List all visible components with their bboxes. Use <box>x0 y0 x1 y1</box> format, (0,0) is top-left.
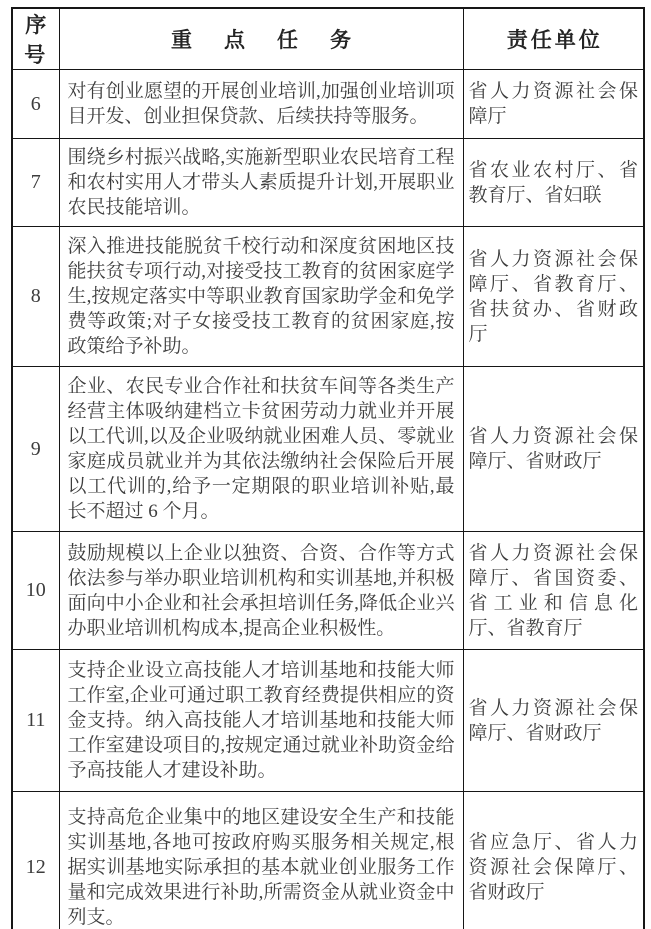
row-number: 7 <box>12 139 59 227</box>
table-row <box>12 367 644 532</box>
col-header-responsible-unit: 责任单位 <box>463 8 644 70</box>
row-number: 8 <box>12 227 59 367</box>
row-number: 11 <box>12 650 59 792</box>
unit-text: 省农业农村厅、省教育厅、省妇联 <box>468 159 638 206</box>
row-number: 10 <box>12 532 59 650</box>
table-row <box>12 139 644 227</box>
unit-text: 省人力资源社会保障厅、省财政厅 <box>468 426 638 472</box>
task-text: 深入推进技能脱贫千校行动和深度贫困地区技能扶贫专项行动,对接受技工教育的贫困家庭学生,按规定落实中等职业教育国家助学金和免学费等政策;对子女接受技工教育的贫困家庭,按政策给予补助。 <box>67 236 455 357</box>
unit-text: 省应急厅、省人力资源社会保障厅、省财政厅 <box>468 832 638 904</box>
task-text: 围绕乡村振兴战略,实施新型职业农民培育工程和农村实用人才带头人素质提升计划,开展职业农民技能培训。 <box>67 147 455 218</box>
unit-text: 省人力资源社会保障厅、省国资委、省工业和信息化厅、省教育厅 <box>468 542 638 639</box>
unit-text: 省人力资源社会保障厅、省财政厅 <box>468 697 638 744</box>
task-text: 支持高危企业集中的地区建设安全生产和技能实训基地,各地可按政府购买服务相关规定,根据实训基地实际承担的基本就业创业服务工作量和完成效果进行补助,所需资金从就业资金中列支。 <box>67 807 455 929</box>
task-text: 支持企业设立高技能人才培训基地和技能大师工作室,企业可通过职工教育经费提供相应的资金支持。纳入高技能人才培训基地和技能大师工作室建设项目的,按规定通过就业补助资金给予高技能人才建设补助。 <box>67 660 455 781</box>
row-number: 9 <box>12 367 59 532</box>
task-text: 企业、农民专业合作社和扶贫车间等各类生产经营主体吸纳建档立卡贫困劳动力就业并开展以工代训,以及企业吸纳就业困难人员、零就业家庭成员就业并为其依法缴纳社会保险后开展以工代训的,给予一定期限的职业培训补贴,最长不超过 6 个月。 <box>67 376 455 522</box>
table-row <box>12 650 644 792</box>
unit-text: 省人力资源社会保障厅 <box>468 81 638 127</box>
table-header-row <box>12 8 644 70</box>
col-header-serial-number: 序号 <box>12 8 59 70</box>
col-header-key-tasks: 重点任务 <box>59 8 463 70</box>
table-row <box>12 227 644 367</box>
key-tasks-table <box>11 7 645 929</box>
row-number: 6 <box>12 70 59 139</box>
unit-text: 省人力资源社会保障厅、省教育厅、省扶贫办、省财政厅 <box>468 248 638 345</box>
task-text: 鼓励规模以上企业以独资、合资、合作等方式依法参与举办职业培训机构和实训基地,并积极面向中小企业和社会承担培训任务,降低企业兴办职业培训机构成本,提高企业积极性。 <box>67 542 455 639</box>
row-number: 12 <box>12 792 59 929</box>
table-row <box>12 70 644 139</box>
table-row <box>12 532 644 650</box>
task-text: 对有创业愿望的开展创业培训,加强创业培训项目开发、创业担保贷款、后续扶持等服务。 <box>67 81 455 127</box>
table-row <box>12 792 644 929</box>
